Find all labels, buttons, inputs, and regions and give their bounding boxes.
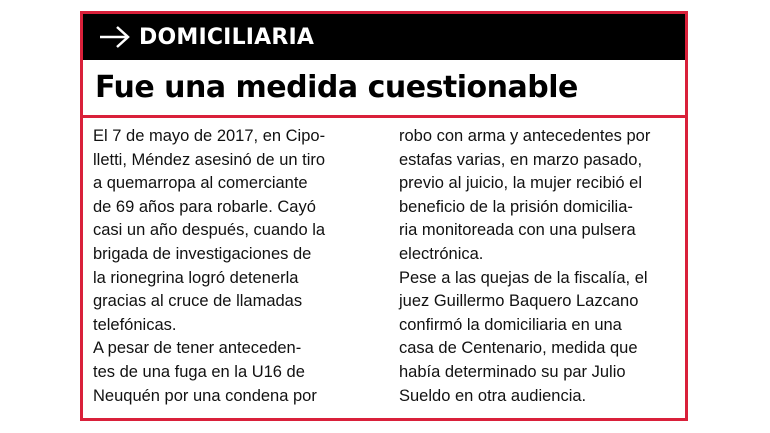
text-line: Sueldo en otra audiencia.	[399, 386, 587, 405]
text-line: confirmó la domiciliaria en una	[399, 315, 622, 334]
text-line: tes de una fuga en la U16 de	[93, 362, 305, 381]
section-label: DOMICILIARIA	[139, 24, 315, 50]
sidebar-box	[80, 11, 688, 421]
text-line: gracias al cruce de llamadas	[93, 292, 303, 311]
divider	[83, 115, 685, 118]
article-column-left	[93, 125, 371, 408]
text-line: beneficio de la prisión domicilia-	[399, 197, 633, 216]
text-line: casi un año después, cuando la	[93, 221, 326, 240]
text-line: robo con arma y antecedentes por	[399, 127, 651, 145]
text-line: lletti, Méndez asesinó de un tiro	[93, 150, 326, 169]
text-line: a quemarropa al comerciante	[93, 174, 308, 193]
text-line: casa de Centenario, medida que	[399, 339, 638, 358]
section-header-bar	[83, 14, 685, 60]
text-line: previo al juicio, la mujer recibió el	[399, 174, 643, 193]
text-line: estafas varias, en marzo pasado,	[399, 150, 643, 169]
text-line: la rionegrina logró detenerla	[93, 268, 299, 287]
text-line: A pesar de tener anteceden-	[93, 339, 302, 358]
text-line: Neuquén por una condena por	[93, 386, 317, 405]
text-line: electrónica.	[399, 244, 484, 263]
arrow-right-icon	[95, 22, 135, 52]
text-line: juez Guillermo Baquero Lazcano	[399, 292, 639, 311]
text-line: El 7 de mayo de 2017, en Cipo-	[93, 127, 326, 145]
text-line: brigada de investigaciones de	[93, 244, 312, 263]
text-line: ria monitoreada con una pulsera	[399, 221, 636, 240]
text-line: había determinado su par Julio	[399, 362, 626, 381]
text-line: de 69 años para robarle. Cayó	[93, 197, 316, 216]
text-line: Pese a las quejas de la fiscalía, el	[399, 268, 648, 287]
headline: Fue una medida cuestionable	[95, 70, 578, 105]
text-line: telefónicas.	[93, 315, 177, 334]
article-column-right	[399, 125, 677, 408]
